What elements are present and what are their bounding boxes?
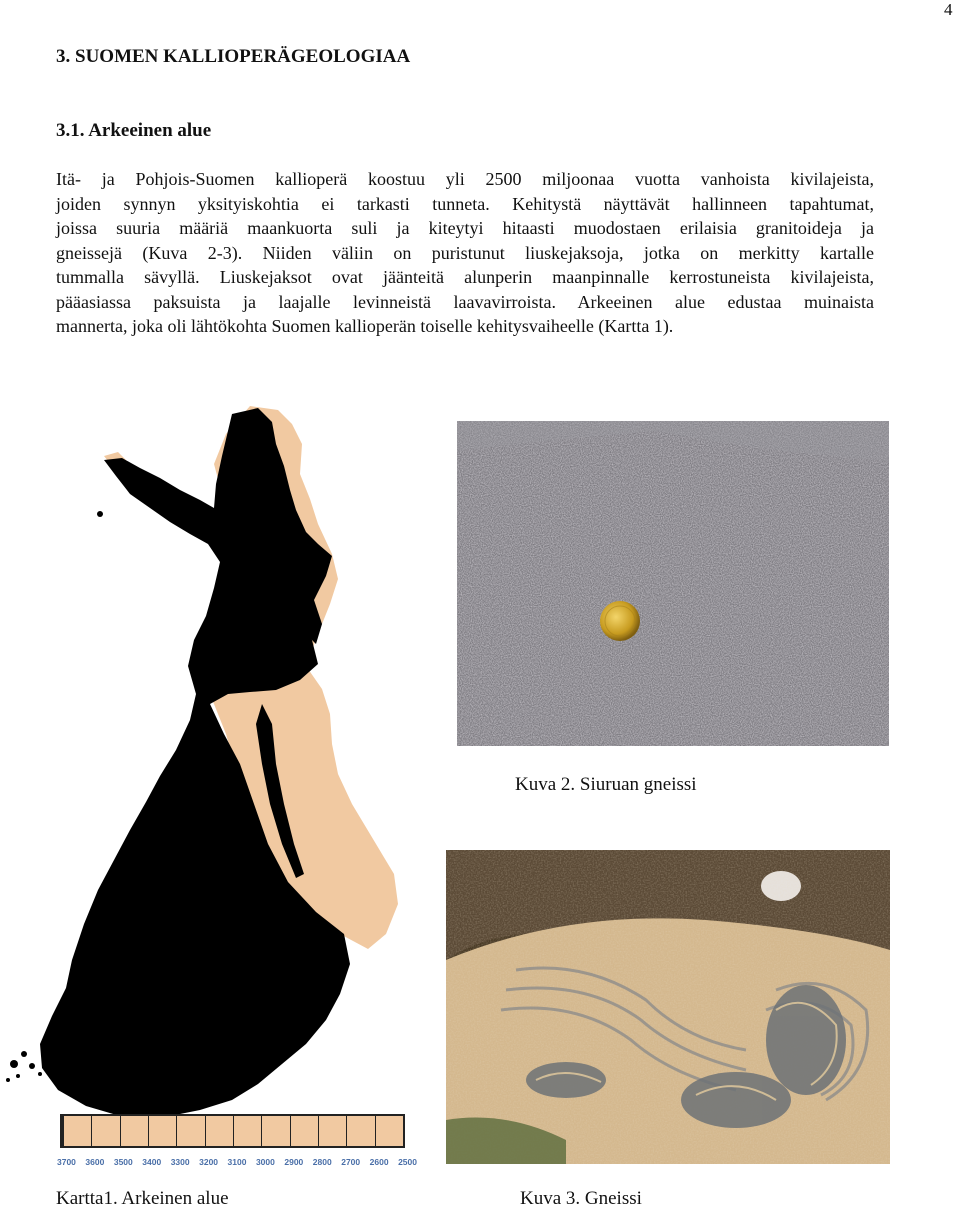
caption-kartta-1: Kartta1. Arkeinen alue bbox=[56, 1188, 229, 1209]
paragraph-line: tummalla sävyllä. Liuskejaksot ovat jäänteitä alunperin maanpinnalle kerrostuneista kivilajeista, bbox=[56, 267, 874, 287]
paragraph-line: gneissejä (Kuva 2-3). Niiden väliin on puristunut liuskejaksoja, jotka on merkitty kartalle bbox=[56, 242, 874, 263]
scale-label: 3100 bbox=[227, 1157, 247, 1167]
scale-label: 2500 bbox=[398, 1157, 417, 1167]
scale-label: 3400 bbox=[142, 1157, 162, 1167]
scale-label: 3200 bbox=[199, 1157, 219, 1167]
body-paragraph bbox=[56, 167, 874, 339]
scale-label: 3500 bbox=[113, 1157, 133, 1167]
scale-label: 2600 bbox=[369, 1157, 389, 1167]
photo-gneiss bbox=[446, 850, 890, 1164]
age-scale-bar bbox=[60, 1114, 405, 1148]
scale-label: 3700 bbox=[57, 1157, 76, 1167]
paragraph-line: pääasiassa paksuista ja laajalle levinneistä laavavirroista. Arkeeinen alue edustaa muinaista bbox=[56, 291, 874, 312]
section-title: 3. SUOMEN KALLIOPERÄGEOLOGIAA bbox=[56, 46, 411, 67]
scale-label: 3000 bbox=[255, 1157, 275, 1167]
subsection-title: 3.1. Arkeeinen alue bbox=[56, 120, 212, 141]
paragraph-line: Itä- ja Pohjois-Suomen kallioperä koostuu yli 2500 miljoonaa vuotta vanhoista kivilajeista, bbox=[56, 169, 874, 189]
bedrock-map bbox=[0, 404, 420, 1174]
finland-map-image bbox=[0, 404, 420, 1174]
age-scale-labels bbox=[57, 1157, 417, 1167]
caption-kuva-3: Kuva 3. Gneissi bbox=[520, 1188, 642, 1209]
scale-label: 3300 bbox=[170, 1157, 190, 1167]
paragraph-line: joiden synnyn yksityiskohtia ei tarkasti tunneta. Kehitystä näyttävät hallinneen tapahtumat, bbox=[56, 193, 874, 214]
paragraph-line: joissa suuria määriä maankuorta suli ja kiteytyi hitaasti muodostaen erilaisia granitoideja ja bbox=[56, 218, 874, 238]
photo-siuruan-gneiss bbox=[457, 421, 889, 746]
scale-label: 2700 bbox=[341, 1157, 361, 1167]
coin bbox=[600, 601, 640, 641]
page-number: 4 bbox=[944, 0, 953, 19]
scale-label: 2800 bbox=[312, 1157, 332, 1167]
paragraph-line: mannerta, joka oli lähtökohta Suomen kallioperän toiselle kehitysvaiheelle (Kartta 1). bbox=[56, 316, 674, 336]
caption-kuva-2: Kuva 2. Siuruan gneissi bbox=[515, 774, 697, 795]
scale-label: 2900 bbox=[284, 1157, 304, 1167]
scale-label: 3600 bbox=[85, 1157, 105, 1167]
